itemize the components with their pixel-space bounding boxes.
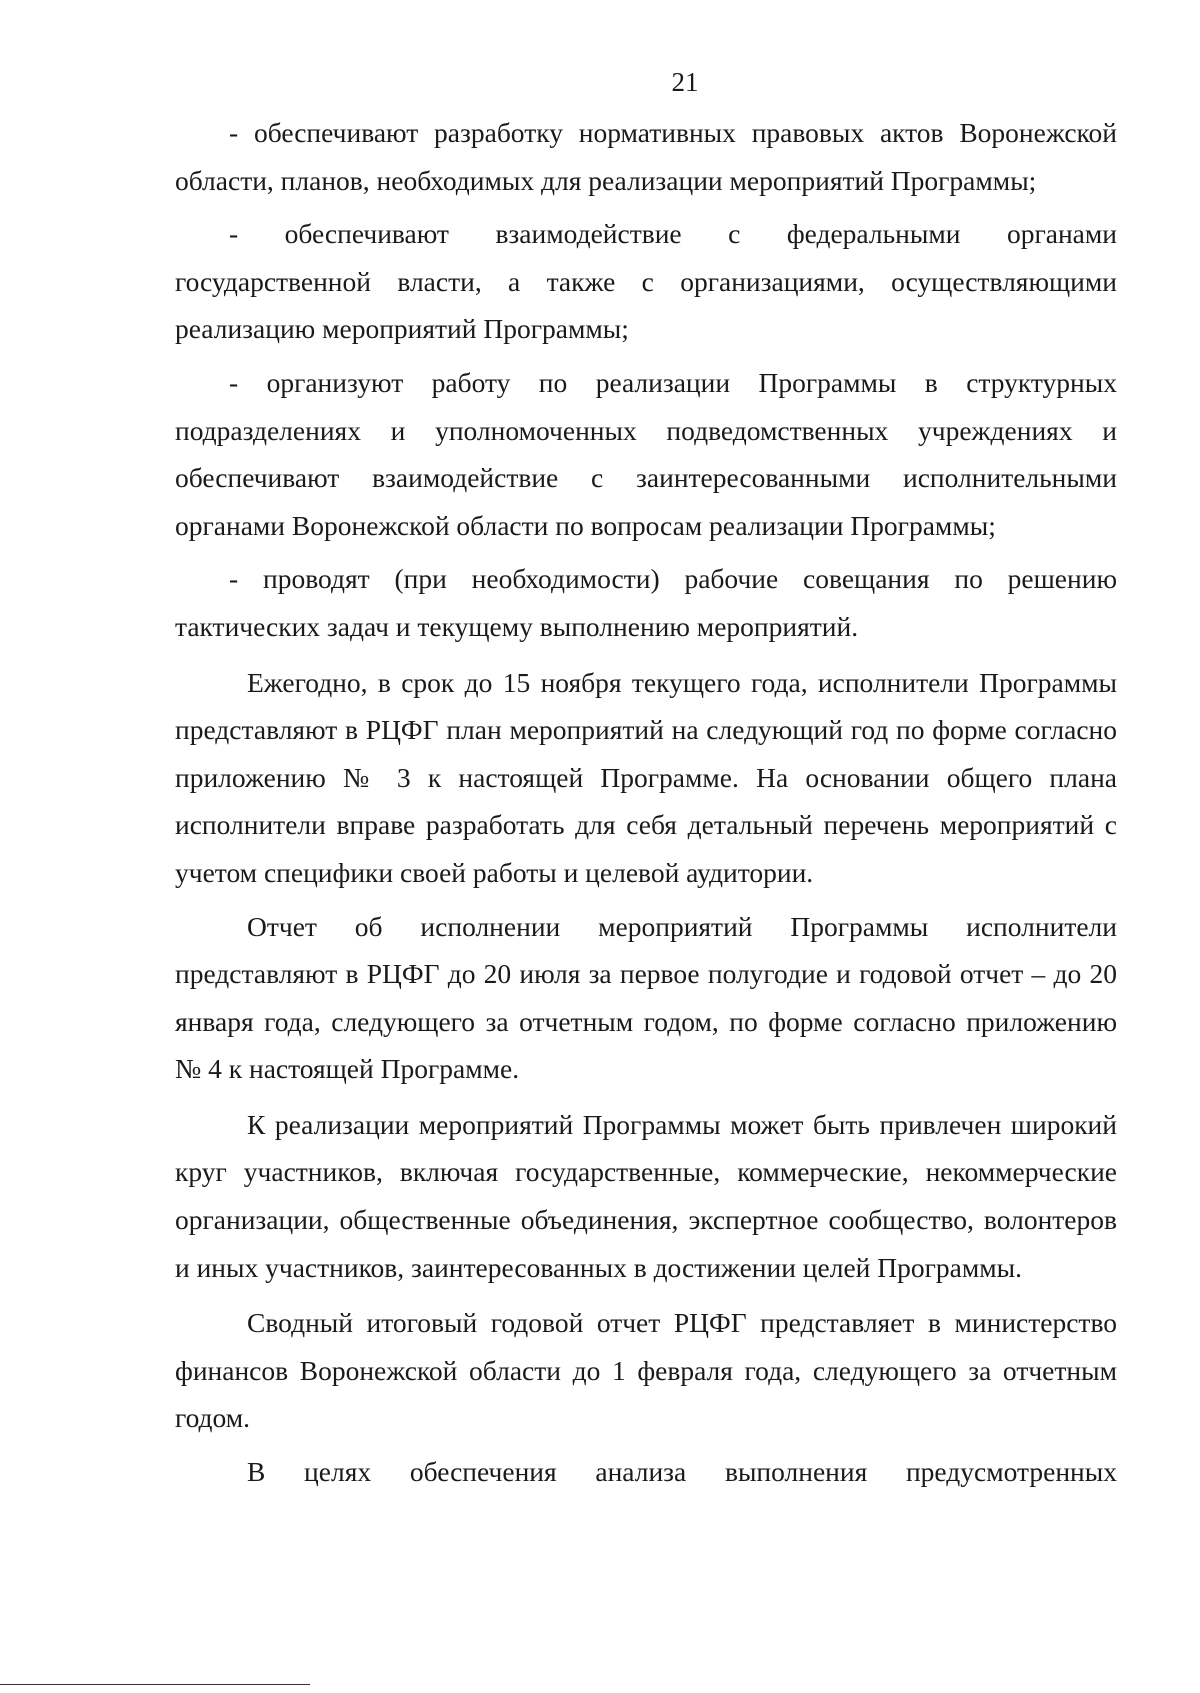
paragraph-bullet-3: - организуют работу по реализации Программы в структурных подразделениях и уполномоченных подведомственных учреждениях и обеспечивают взаимодействие с заинтересованными исполнительными органами Воронежской области по вопросам реализации Программы; [175,366,1117,541]
paragraph-summary-report: Сводный итоговый годовой отчет РЦФГ представляет в министерство финансов Воронежской области до 1 февраля года, следующего за отчетным годом. [175,1307,1117,1434]
page-number: 21 [671,67,699,97]
footer-rule [0,1684,310,1685]
paragraph-bullet-1: - обеспечивают разработку нормативных правовых актов Воронежской области, планов, необходимых для реализации мероприятий Программы; [175,117,1117,196]
paragraph-analysis: В целях обеспечения анализа выполнения предусмотренных [247,1456,1117,1488]
paragraph-report: Отчет об исполнении мероприятий Программы исполнители представляют в РЦФГ до 20 июля за первое полугодие и годовой отчет – до 20 января года, следующего за отчетным годом, по форме согласно приложению № 4 к настоящей Программе. [175,910,1117,1085]
body-text [175,109,1117,1496]
paragraph-bullet-4: - проводят (при необходимости) рабочие совещания по решению тактических задач и текущему выполнению мероприятий. [175,563,1117,642]
paragraph-participants: К реализации мероприятий Программы может быть привлечен широкий круг участников, включая государственные, коммерческие, некоммерческие организации, общественные объединения, экспертное сообщество, волонтеров и иных участников, заинтересованных в достижении целей Программы. [175,1108,1117,1283]
paragraph-bullet-2: - обеспечивают взаимодействие с федеральными органами государственной власти, а также с организациями, осуществляющими реализацию мероприятий Программы; [175,218,1117,345]
paragraph-annual-plan: Ежегодно, в срок до 15 ноября текущего года, исполнители Программы представляют в РЦФГ план мероприятий на следующий год по форме согласно приложению № 3 к настоящей Программе. На основании общего плана исполнители вправе разработать для себя детальный перечень мероприятий с учетом специфики своей работы и целевой аудитории. [175,666,1117,888]
